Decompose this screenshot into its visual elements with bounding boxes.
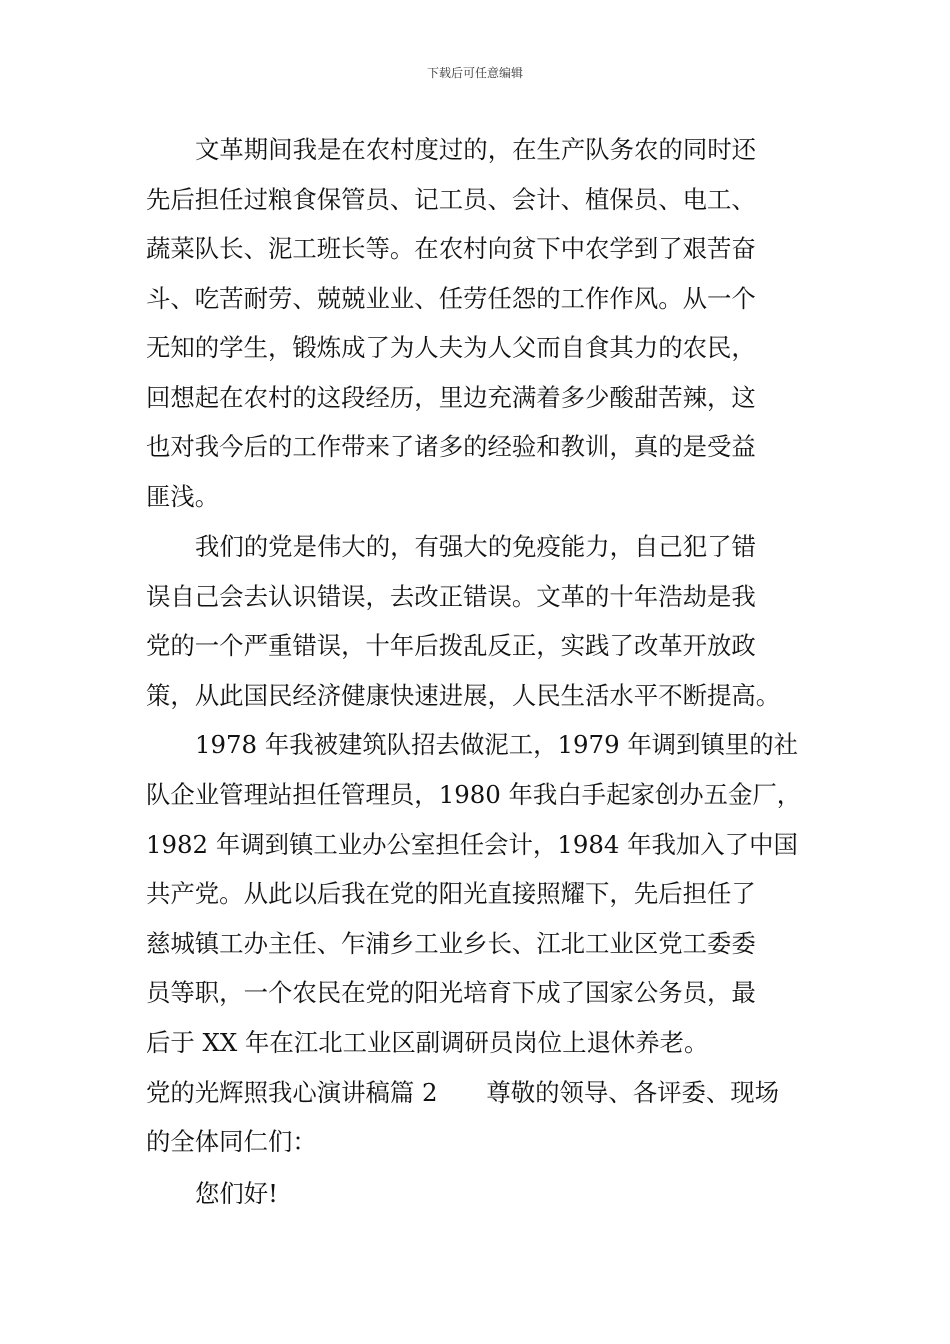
paragraph-line: 慈城镇工办主任、乍浦乡工业乡长、江北工业区党工委委 — [146, 929, 756, 958]
paragraph-line: 我们的党是伟大的，有强大的免疫能力，自己犯了错 — [195, 532, 756, 561]
paragraph-line: 共产党。从此以后我在党的阳光直接照耀下，先后担任了 — [146, 879, 756, 908]
paragraph-line: 1982 年调到镇工业办公室担任会计，1984 年我加入了中国 — [146, 830, 798, 859]
paragraph-line: 后于 XX 年在江北工业区副调研员岗位上退休养老。 — [146, 1028, 709, 1057]
paragraph-line: 回想起在农村的这段经历，里边充满着多少酸甜苦辣，这 — [146, 383, 756, 412]
page-header: 下载后可任意编辑 — [426, 66, 523, 80]
paragraph-line: 也对我今后的工作带来了诸多的经验和教训，真的是受益 — [146, 432, 756, 461]
paragraph-line: 1978 年我被建筑队招去做泥工，1979 年调到镇里的社 — [195, 730, 799, 759]
paragraph-line: 无知的学生，锻炼成了为人夫为人父而自食其力的农民， — [146, 333, 756, 362]
paragraph-line: 斗、吃苦耐劳、兢兢业业、任劳任怨的工作作风。从一个 — [146, 284, 756, 313]
paragraph-line: 文革期间我是在农村度过的，在生产队务农的同时还 — [195, 135, 756, 164]
paragraph-line: 的全体同仁们： — [146, 1127, 317, 1156]
paragraph-line: 误自己会去认识错误，去改正错误。文革的十年浩劫是我 — [146, 582, 756, 611]
paragraph-line: 先后担任过粮食保管员、记工员、会计、植保员、电工、 — [146, 185, 756, 214]
paragraph-line: 党的一个严重错误，十年后拨乱反正，实践了改革开放政 — [146, 631, 756, 660]
paragraph-line: 蔬菜队长、泥工班长等。在农村向贫下中农学到了艰苦奋 — [146, 234, 756, 263]
greeting-line: 您们好! — [195, 1179, 278, 1208]
paragraph-line: 员等职，一个农民在党的阳光培育下成了国家公务员，最 — [146, 978, 756, 1007]
paragraph-line: 匪浅。 — [146, 482, 220, 511]
paragraph-line: 策，从此国民经济健康快速进展，人民生活水平不断提高。 — [146, 681, 781, 710]
section-heading-line: 党的光辉照我心演讲稿篇 2 尊敬的领导、各评委、现场 — [146, 1078, 780, 1107]
paragraph-line: 队企业管理站担任管理员，1980 年我白手起家创办五金厂， — [146, 780, 802, 809]
